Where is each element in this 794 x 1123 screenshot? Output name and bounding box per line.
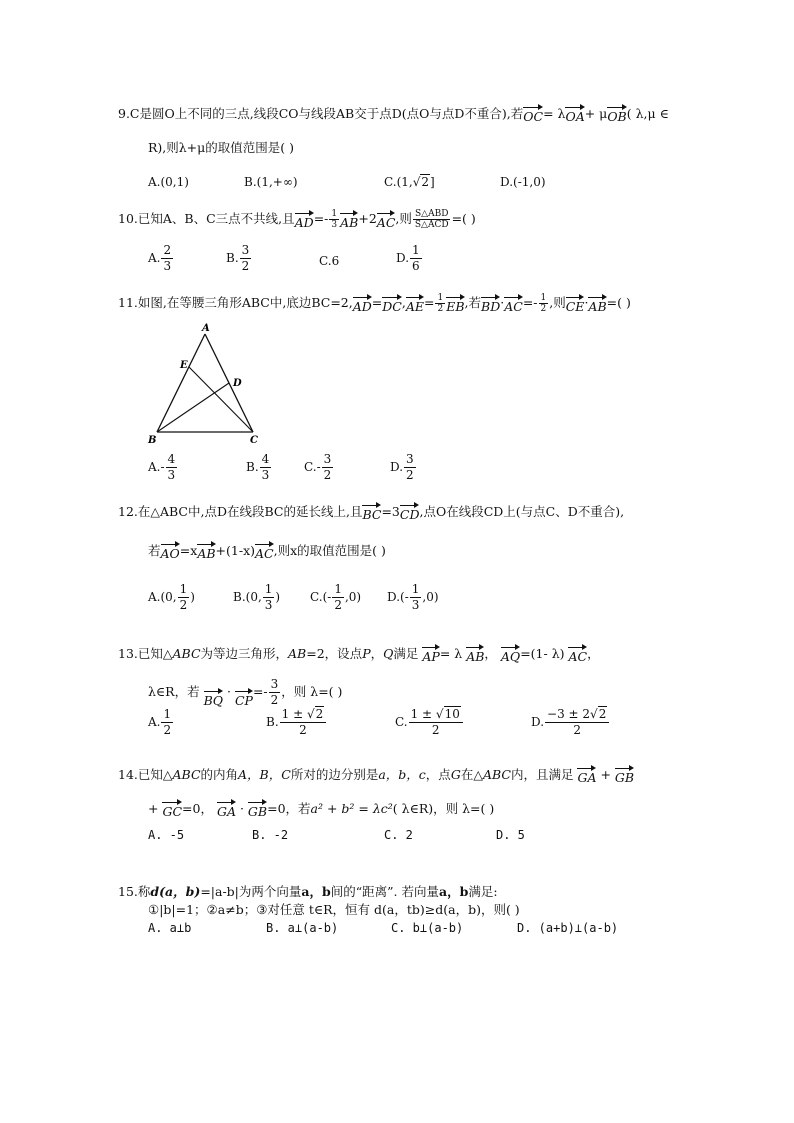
denominator: 2 (334, 598, 342, 612)
numerator: 4 (167, 452, 176, 466)
q15-text-d: 满足: (468, 884, 498, 899)
q13-text: 13.已知△ (118, 646, 173, 661)
q12-mid: +(1-x) (215, 543, 255, 558)
q11-line1 (118, 293, 631, 314)
comma: ， (587, 646, 600, 661)
radicand: 2 (421, 175, 429, 189)
denominator: S△ACD (414, 220, 449, 230)
q13-text-b: 为等边三角形， (200, 646, 289, 661)
vector-ac: AC (255, 541, 274, 561)
option-label: C. (395, 715, 408, 729)
option-label: D. (531, 715, 545, 729)
vector-bq: BQ (204, 688, 223, 708)
radicand: 10 (444, 707, 460, 721)
fraction (240, 243, 252, 274)
vector-ao: AO (161, 541, 180, 561)
numerator: 2 (163, 243, 172, 257)
equals: =x (179, 543, 198, 558)
q14-line2-a: =0， (182, 801, 213, 816)
equals: =- (252, 684, 268, 699)
option-label: D. (390, 460, 404, 474)
numerator: 3 (323, 452, 332, 466)
segment-ce (189, 367, 253, 432)
denominator: 3 (167, 468, 176, 482)
q13-option-c (395, 707, 464, 738)
q14-line2 (148, 799, 494, 819)
side-equation: a² + b² = λc² (310, 801, 393, 816)
fraction (322, 452, 334, 483)
q14-option-c: C. 2 (384, 828, 413, 842)
q13-line2-a: λ∈R，若 (148, 684, 200, 699)
equals: = (424, 295, 435, 310)
fraction (269, 677, 281, 708)
q12-line2-tail: ,则x的取值范围是( ) (273, 543, 386, 558)
vertex-label-e: E (180, 360, 188, 371)
q11-option-b (246, 452, 272, 483)
sqrt-symbol: √10 (435, 707, 460, 721)
segment-ab: AB (288, 646, 307, 661)
option-pre: B.(0, (233, 590, 262, 604)
fraction (280, 707, 327, 738)
q9-eq-lambda: = λ (543, 106, 566, 121)
vector-ac: AC (377, 210, 396, 230)
q15-text-c: 间的“距离”. 若向量 (330, 884, 439, 899)
fraction (409, 707, 463, 738)
q14-text-c: 所对的边分别是 (290, 767, 379, 782)
numerator (545, 707, 609, 723)
triangle-figure (145, 322, 275, 447)
numerator: 4 (261, 452, 270, 466)
denominator: 2 (179, 598, 188, 612)
sqrt-symbol: √2 (590, 707, 607, 721)
q12-option-b (233, 582, 280, 613)
option-label: A. (148, 715, 161, 729)
q10-line1 (118, 209, 476, 230)
q12-line1 (118, 502, 624, 522)
q14-option-a: A. -5 (148, 828, 185, 842)
sqrt-symbol: √2 (306, 707, 324, 721)
q14-option-b: B. -2 (252, 828, 289, 842)
option-label: A. (148, 251, 161, 265)
q10-eq: =- (313, 211, 329, 226)
radicand: 2 (598, 707, 607, 721)
plus: + (600, 767, 611, 782)
q9-plus-mu: + μ (584, 106, 608, 121)
numerator: 1 (331, 209, 338, 219)
q10-option-b (226, 243, 252, 274)
q12-option-d (387, 582, 439, 613)
q14-text-d: ，点 (425, 767, 451, 782)
numerator: 1 (437, 293, 444, 303)
q12-option-a (148, 582, 195, 613)
vector-oa: OA (565, 104, 584, 124)
vector-cd: CD (400, 502, 420, 522)
vector-ac: AC (504, 294, 523, 314)
vertex-label-c: C (250, 435, 258, 446)
numerator: 3 (406, 452, 414, 466)
sqrt-symbol: √2 (412, 175, 429, 189)
q10-option-c: C.6 (319, 254, 340, 268)
q9-option-a: A.(0,1) (148, 175, 189, 189)
point-p: P (362, 646, 371, 661)
vector-gc: GC (162, 799, 182, 819)
numerator: 3 (241, 243, 250, 257)
option-label: C.- (304, 460, 321, 474)
q14-text-e: 在△ (460, 767, 483, 782)
fraction (545, 707, 609, 738)
q15-text-b: =|a-b|为两个向量 (200, 884, 302, 899)
vector-ab: AB (466, 644, 484, 664)
q14-text-f: 内，且满足 (510, 767, 574, 782)
q9-line2: R),则λ+μ的取值范围是( ) (148, 140, 295, 155)
option-label: A.- (148, 460, 165, 474)
numerator: 1 (264, 582, 273, 596)
q10-option-a (148, 243, 174, 274)
numerator: 1 (179, 582, 188, 596)
vector-ga: GA (577, 765, 596, 785)
dot: · (584, 295, 589, 310)
numerator: 1 (411, 582, 420, 596)
equals: =(1- λ) (520, 646, 565, 661)
fraction (166, 452, 178, 483)
fraction (161, 707, 173, 738)
q11-tail: =( ) (606, 295, 631, 310)
vectors-ab: a，b (438, 884, 469, 899)
fraction (410, 243, 422, 274)
q12-line2 (148, 541, 386, 561)
equals: = (371, 295, 383, 310)
option-pre: C.(- (310, 590, 332, 604)
q9-tail: ( λ,μ ∈ (626, 106, 669, 121)
fraction (410, 582, 422, 613)
q14-option-d: D. 5 (496, 828, 525, 842)
q14-text-b: 的内角 (200, 767, 239, 782)
equals: = λ (439, 646, 463, 661)
if-text: ,若 (464, 295, 482, 310)
q13-line2 (148, 677, 342, 708)
plus: + (148, 801, 159, 816)
vector-aq: AQ (501, 644, 520, 664)
vector-dc: DC (382, 294, 402, 314)
numerator: 1 (163, 707, 172, 721)
option-label: B. (266, 715, 279, 729)
q9-line1 (118, 104, 669, 124)
q14-line1 (118, 765, 634, 785)
comma: , (401, 295, 406, 310)
comma: ， (484, 646, 497, 661)
option-label: D. (396, 251, 410, 265)
q9-option-b: B.(1,+∞) (244, 175, 298, 189)
q11-option-d (390, 452, 417, 483)
q11-option-a (148, 452, 178, 483)
q12-text: 12.在△ABC中,点D在线段BC的延长线上,且 (118, 504, 363, 519)
denominator: 2 (573, 723, 581, 737)
q9-option-c (384, 172, 435, 192)
point-q: Q (383, 646, 394, 661)
fraction (263, 582, 275, 613)
denominator: 3 (261, 468, 270, 482)
vector-ob: OB (607, 104, 626, 124)
sides: a，b，c (378, 767, 426, 782)
numerator: 1 (334, 582, 342, 596)
fraction (435, 293, 445, 314)
q15-line2: ①|b|=1；②a≠b；③对任意 t∈R，恒有 d(a，tb)≥d(a，b)，则( ) (148, 902, 520, 917)
separator: ， (370, 646, 384, 661)
fraction (161, 243, 173, 274)
denominator: 3 (411, 598, 420, 612)
q14-line2-c: ( λ∈R)，则 λ=( ) (392, 801, 495, 816)
vector-cp: CP (235, 688, 253, 708)
q12-option-c (310, 582, 361, 613)
numerator (280, 707, 327, 723)
numerator-text: −3 ± 2 (547, 707, 591, 721)
q11-option-c (304, 452, 334, 483)
q14-line2-b: =0，若 (267, 801, 311, 816)
denominator: 2 (299, 723, 307, 737)
q13-text-d: 满足 (393, 646, 419, 661)
dot: · (500, 295, 505, 310)
q13-option-b (266, 707, 327, 738)
equals: =- (522, 295, 538, 310)
point-g: G (450, 767, 461, 782)
dot: · (239, 801, 244, 816)
triangle-abc: ABC (482, 767, 511, 782)
vector-oc: OC (523, 104, 543, 124)
dot: · (227, 684, 231, 699)
fraction (404, 452, 416, 483)
area-ratio (413, 209, 451, 230)
q10-tail: =( ) (451, 211, 476, 226)
vertex-label-a: A (202, 323, 210, 334)
q13-text-c: =2，设点 (306, 646, 363, 661)
q10-plus2: +2 (358, 211, 377, 226)
vectors-ab: a，b (301, 884, 331, 899)
option-post: ,0) (344, 590, 362, 604)
option-post: ) (275, 590, 281, 604)
denominator: 6 (412, 259, 420, 273)
vector-ab: AB (340, 210, 358, 230)
denominator: 2 (406, 468, 414, 482)
denominator: 3 (264, 598, 273, 612)
segment-bd (157, 383, 229, 432)
q14-text: 14.已知△ (118, 767, 173, 782)
fraction (178, 582, 190, 613)
vector-ab: AB (588, 294, 606, 314)
denominator: 2 (163, 723, 172, 737)
vector-ad: AD (295, 210, 314, 230)
q15-text: 15.称 (118, 884, 151, 899)
numerator: S△ABD (415, 209, 449, 219)
denominator: 2 (323, 468, 332, 482)
numerator: 3 (270, 677, 279, 691)
option-pre: D.(- (387, 590, 409, 604)
vertex-label-b: B (148, 435, 157, 446)
vector-gb: GB (615, 765, 634, 785)
option-post: ,0) (422, 590, 439, 604)
option-label: B. (246, 460, 259, 474)
vertex-label-d: D (233, 378, 242, 389)
vector-ab: AB (197, 541, 215, 561)
q9-text: 9.C是圆O上不同的三点,线段CO与线段AB交于点D(点O与点D不重合),若 (118, 106, 524, 121)
if-text: 若 (148, 543, 161, 558)
vector-ce: CE (566, 294, 585, 314)
q10-text: 10.已知A、B、C三点不共线,且 (118, 211, 295, 226)
vector-ae: AE (406, 294, 424, 314)
q13-line1 (118, 644, 600, 664)
numerator-text: 1 ± (281, 707, 307, 721)
q13-line2-tail: ，则 λ=( ) (281, 684, 343, 699)
numerator: 1 (412, 243, 420, 257)
side-ab (157, 334, 205, 432)
then-text: ,则 (549, 295, 566, 310)
vector-eb: EB (446, 294, 464, 314)
vector-bc: BC (362, 502, 381, 522)
option-pre: A.(0, (148, 590, 177, 604)
denominator: 3 (331, 220, 338, 230)
denominator: 2 (270, 693, 279, 707)
q13-option-a (148, 707, 174, 738)
numerator (409, 707, 463, 723)
vector-ad: AD (353, 294, 372, 314)
numerator: 1 (540, 293, 547, 303)
vector-ga: GA (217, 799, 236, 819)
vector-gb: GB (248, 799, 267, 819)
q12-tail: ,点O在线段CD上(与点C、D不重合), (419, 504, 625, 519)
q15-option-c: C. b⊥(a-b) (391, 921, 464, 935)
q15-line1 (118, 882, 498, 902)
vector-bd: BD (481, 294, 500, 314)
q9-option-c-pre: C.(1, (384, 175, 413, 189)
vector-ac: AC (568, 644, 587, 664)
option-label: B. (226, 251, 239, 265)
q15-option-b: B. a⊥(a-b) (266, 921, 339, 935)
distance-function: d(a，b) (150, 884, 201, 899)
triangle-abc: ABC (172, 646, 201, 661)
numerator-text: 1 ± (410, 707, 436, 721)
denominator: 2 (540, 304, 547, 314)
radicand: 2 (315, 707, 324, 721)
q15-option-a: A. a⊥b (148, 921, 192, 935)
q15-option-d: D. (a+b)⊥(a-b) (517, 921, 619, 935)
angles: A，B，C (238, 767, 291, 782)
triangle-abc: ABC (172, 767, 201, 782)
denominator: 2 (437, 304, 444, 314)
q9-option-c-post: ] (430, 175, 435, 189)
q13-option-d (531, 707, 610, 738)
vector-ap: AP (422, 644, 439, 664)
option-post: ) (190, 590, 195, 604)
denominator: 2 (431, 723, 440, 737)
fraction (332, 582, 344, 613)
fraction (539, 293, 549, 314)
q10-option-d (396, 243, 423, 274)
q11-text: 11.如图,在等腰三角形ABC中,底边BC=2, (118, 295, 353, 310)
q10-then: ,则 (395, 211, 412, 226)
denominator: 3 (163, 259, 172, 273)
equals: =3 (381, 504, 400, 519)
denominator: 2 (241, 259, 250, 273)
fraction (329, 209, 339, 230)
fraction (260, 452, 272, 483)
q9-option-d: D.(-1,0) (500, 175, 546, 189)
